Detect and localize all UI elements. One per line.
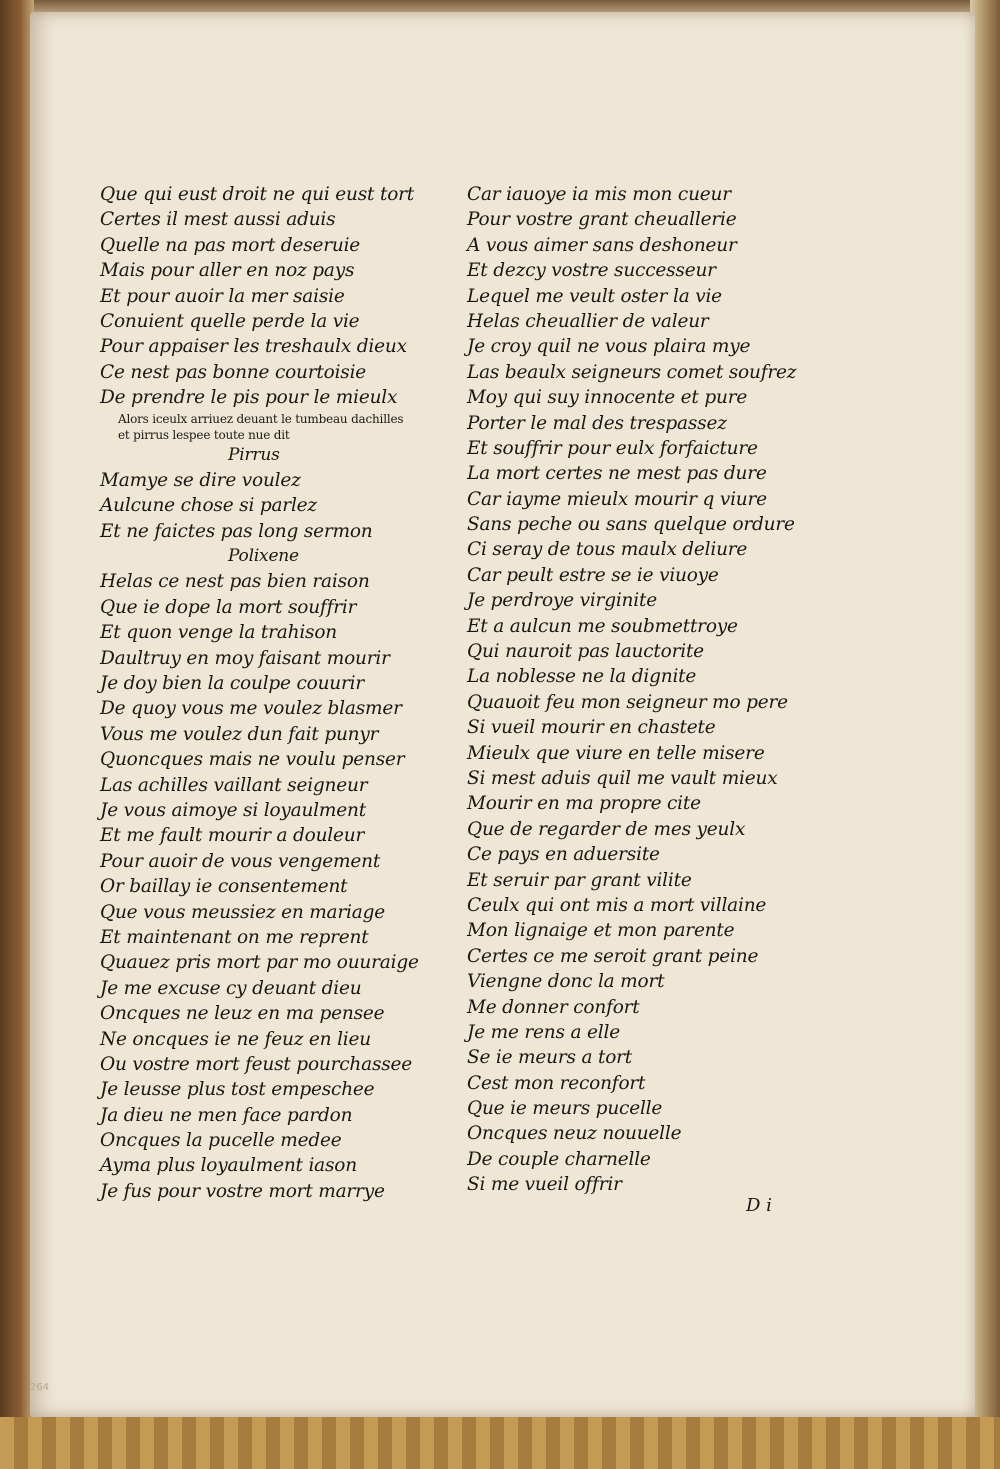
verse-line: De prendre le pis pour le mieulx	[100, 387, 398, 409]
verse-line: Si vueil mourir en chastete	[467, 717, 716, 739]
verse-line: Mieulx que viure en telle misere	[467, 742, 765, 764]
verse-line: Oncques neuz nouuelle	[467, 1123, 682, 1145]
verse-line: Or baillay ie consentement	[100, 876, 348, 898]
verse-line: Ne oncques ie ne feuz en lieu	[100, 1028, 371, 1050]
verse-line: Pour vostre grant cheuallerie	[467, 209, 737, 231]
verse-line: Ci seray de tous maulx deliure	[467, 539, 748, 561]
verse-line: Et souffrir pour eulx forfaicture	[467, 437, 758, 459]
speaker-name: Polixene	[228, 546, 299, 567]
stage-direction: et pirrus lespee toute nue dit	[118, 427, 290, 442]
verse-line: Et ne faictes pas long sermon	[100, 520, 373, 542]
verse-line: Ceulx qui ont mis a mort villaine	[467, 894, 767, 916]
verse-line: Qui nauroit pas lauctorite	[467, 641, 704, 663]
verse-line: Mon lignaige et mon parente	[467, 920, 735, 942]
verse-line: Ja dieu ne men face pardon	[100, 1104, 353, 1126]
verse-line: Moy qui suy innocente et pure	[467, 387, 748, 409]
verse-line: Je fus pour vostre mort marrye	[100, 1180, 385, 1202]
verse-line: Que ie meurs pucelle	[467, 1098, 663, 1120]
verse-line: Conuient quelle perde la vie	[100, 310, 360, 332]
verse-line: Certes ce me seroit grant peine	[467, 945, 759, 967]
verse-line: Oncques la pucelle medee	[100, 1130, 342, 1152]
right-column	[467, 182, 796, 1198]
verse-line: Viengne donc la mort	[467, 971, 665, 993]
binding-bottom	[0, 1417, 1000, 1469]
verse-line: Je doy bien la coulpe couurir	[100, 673, 365, 695]
verse-line: Je perdroye virginite	[467, 590, 657, 612]
signature-mark: D i	[746, 1195, 772, 1216]
verse-line: Ou vostre mort feust pourchassee	[100, 1053, 413, 1075]
verse-line: Que vous meussiez en mariage	[100, 901, 385, 923]
verse-line: Ce nest pas bonne courtoisie	[100, 361, 367, 383]
verse-line: A vous aimer sans deshoneur	[467, 234, 737, 256]
verse-line: Je me excuse cy deuant dieu	[100, 977, 362, 999]
speaker-name: Pirrus	[228, 444, 280, 465]
verse-line: Et me fault mourir a douleur	[100, 825, 365, 847]
verse-line: Certes il mest aussi aduis	[100, 209, 336, 231]
verse-line: Car iauoye ia mis mon cueur	[467, 184, 731, 205]
binding-left	[0, 0, 34, 1469]
verse-line: Que de regarder de mes yeulx	[467, 818, 746, 840]
verse-line: Mourir en ma propre cite	[467, 793, 701, 815]
verse-line: Quauez pris mort par mo ouuraige	[100, 952, 419, 974]
verse-line: Je me rens a elle	[467, 1021, 620, 1043]
verse-line: Je vous aimoye si loyaulment	[100, 799, 366, 821]
verse-line: Quoncques mais ne voulu penser	[100, 749, 405, 771]
verse-line: Se ie meurs a tort	[467, 1047, 633, 1069]
verse-line: La mort certes ne mest pas dure	[467, 463, 767, 485]
verse-line: Mamye se dire voulez	[100, 469, 301, 491]
verse-line: Helas ce nest pas bien raison	[100, 571, 370, 593]
verse-line: Las beaulx seigneurs comet soufrez	[467, 361, 797, 383]
book-page	[30, 12, 975, 1417]
verse-line: Et dezcy vostre successeur	[467, 260, 716, 282]
verse-line: Je croy quil ne vous plaira mye	[467, 336, 751, 358]
verse-line: Lequel me veult oster la vie	[467, 285, 722, 307]
verse-line: Oncques ne leuz en ma pensee	[100, 1003, 385, 1025]
verse-line: Quauoit feu mon seigneur mo pere	[467, 691, 788, 713]
verse-line: Et quon venge la trahison	[100, 622, 338, 644]
left-column	[100, 182, 419, 1204]
verse-line: Vous me voulez dun fait punyr	[100, 723, 379, 745]
verse-line: Ce pays en aduersite	[467, 844, 660, 866]
verse-line: Las achilles vaillant seigneur	[100, 774, 368, 796]
verse-line: Daultruy en moy faisant mourir	[100, 647, 390, 669]
verse-line: Me donner confort	[467, 996, 640, 1018]
verse-line: Je leusse plus tost empeschee	[100, 1079, 375, 1101]
verse-line: Si me vueil offrir	[467, 1174, 622, 1196]
verse-line: Et maintenant on me reprent	[100, 926, 369, 948]
verse-line: Si mest aduis quil me vault mieux	[467, 767, 778, 789]
verse-line: Helas cheuallier de valeur	[467, 310, 709, 332]
verse-line: Cest mon reconfort	[467, 1072, 646, 1094]
verse-line: Mais pour aller en noz pays	[100, 260, 355, 282]
verse-line: Car iayme mieulx mourir q viure	[467, 488, 767, 510]
verse-line: Aulcune chose si parlez	[100, 495, 317, 517]
verse-line: Ayma plus loyaulment iason	[100, 1155, 357, 1177]
verse-line: Que qui eust droit ne qui eust tort	[100, 184, 415, 205]
verse-line: Pour appaiser les treshaulx dieux	[100, 336, 407, 358]
verse-line: Et pour auoir la mer saisie	[100, 285, 345, 307]
verse-line: Et a aulcun me soubmettroye	[467, 615, 738, 637]
margin-note: 264	[30, 1382, 50, 1393]
verse-line: Pour auoir de vous vengement	[100, 850, 381, 872]
verse-line: De quoy vous me voulez blasmer	[100, 698, 402, 720]
verse-line: Quelle na pas mort deseruie	[100, 234, 361, 256]
verse-line: Car peult estre se ie viuoye	[467, 564, 719, 586]
stage-direction: Alors iceulx arriuez deuant le tumbeau dachilles	[118, 411, 404, 426]
verse-line: Et seruir par grant vilite	[467, 869, 692, 891]
verse-line: Que ie dope la mort souffrir	[100, 596, 357, 618]
verse-line: Porter le mal des trespassez	[467, 412, 727, 434]
verse-line: La noblesse ne la dignite	[467, 666, 697, 688]
verse-line: De couple charnelle	[467, 1148, 651, 1170]
verse-line: Sans peche ou sans quelque ordure	[467, 514, 795, 536]
